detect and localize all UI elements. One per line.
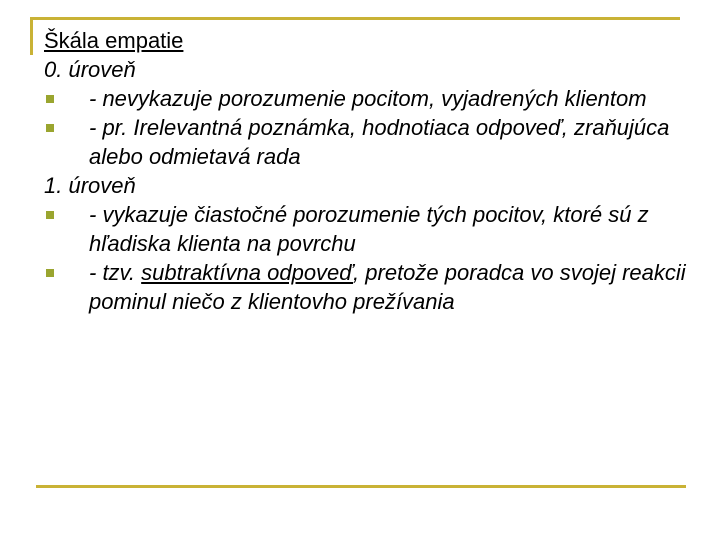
- list-item: [44, 113, 694, 171]
- frame-top-line: [30, 17, 680, 20]
- level-1-heading: 1. úroveň: [44, 173, 136, 198]
- square-bullet-icon: [46, 124, 54, 132]
- square-bullet-icon: [46, 269, 54, 277]
- list-item-text: - pr. Irelevantná poznámka, hodnotiaca odpoveď, zraňujúca alebo odmietavá rada: [89, 115, 670, 169]
- list-item-text-suffix: , pretože poradca vo svojej reakcii pominul niečo z klientovho prežívania: [89, 260, 686, 314]
- list-item-text: - nevykazuje porozumenie pocitom, vyjadrených klientom: [89, 86, 647, 111]
- list-item: [44, 200, 694, 258]
- slide-title: Škála empatie: [44, 28, 184, 53]
- level-0-heading: 0. úroveň: [44, 57, 136, 82]
- list-item: [44, 258, 694, 316]
- frame-left-line: [30, 17, 33, 55]
- list-item: [44, 84, 694, 113]
- underlined-term: subtraktívna odpoveď: [141, 260, 354, 285]
- square-bullet-icon: [46, 211, 54, 219]
- list-item-text-prefix: - tzv.: [89, 260, 142, 285]
- list-item-text: - vykazuje čiastočné porozumenie tých pocitov, ktoré sú z hľadiska klienta na povrchu: [89, 202, 649, 256]
- square-bullet-icon: [46, 95, 54, 103]
- frame-bottom-line: [36, 485, 686, 488]
- slide-content: [44, 26, 694, 316]
